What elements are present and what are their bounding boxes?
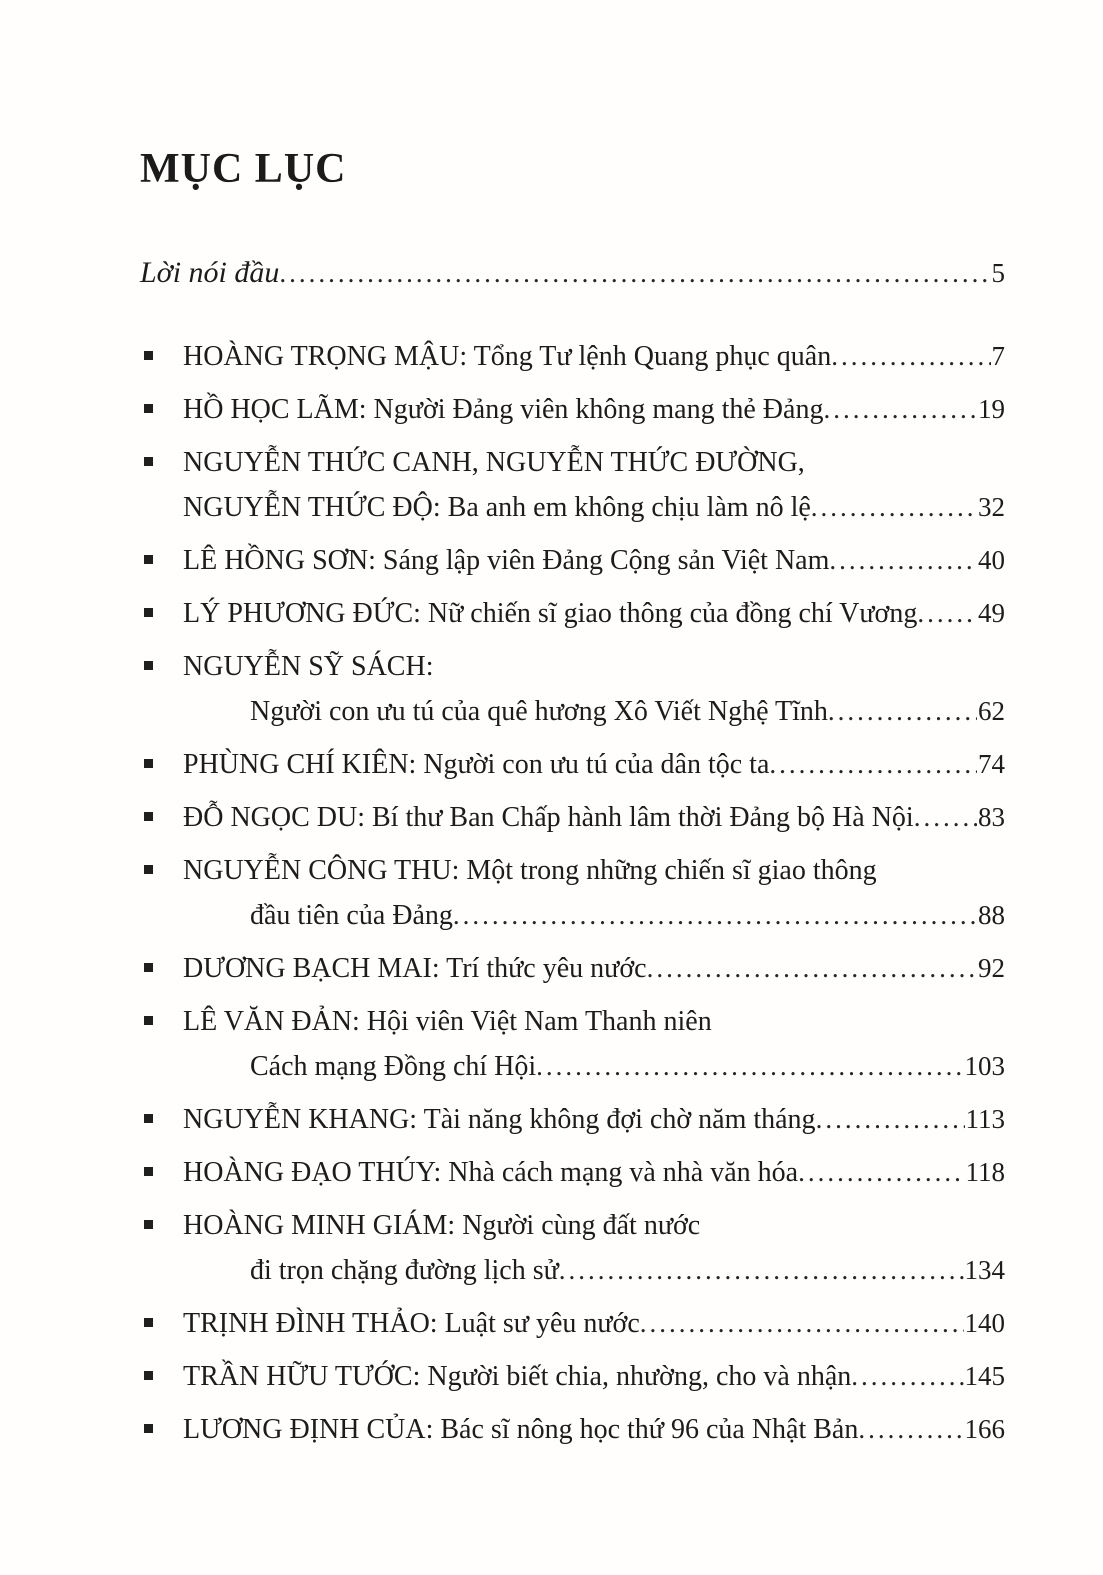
page-number: 166 — [964, 1414, 1005, 1444]
bullet-square-icon — [144, 1167, 153, 1176]
entry-text: HỒ HỌC LÃM: Người Đảng viên không mang thẻ Đảng — [183, 394, 824, 425]
bullet-square-icon — [144, 661, 153, 670]
page-number: 19 — [978, 394, 1005, 424]
toc-entry-line — [183, 1097, 1005, 1142]
preface-page-number: 5 — [991, 258, 1005, 288]
page-number: 134 — [964, 1255, 1005, 1285]
entry-text: DƯƠNG BẠCH MAI: Trí thức yêu nước — [183, 953, 647, 984]
dot-leader — [811, 485, 977, 530]
entry-text: HOÀNG ĐẠO THÚY: Nhà cách mạng và nhà văn hóa — [183, 1157, 799, 1188]
dot-leader — [279, 251, 990, 296]
bullet-square-icon — [144, 1371, 153, 1380]
entry-text: đầu tiên của Đảng — [250, 900, 453, 931]
toc-entry-line — [183, 795, 1005, 840]
entry-text: TRỊNH ĐÌNH THẢO: Luật sư yêu nước — [183, 1308, 640, 1339]
bullet-square-icon — [144, 759, 153, 768]
dot-leader — [769, 742, 977, 787]
toc-entry — [140, 1097, 1005, 1142]
toc-entry — [140, 387, 1005, 432]
dot-leader — [851, 1354, 963, 1399]
entry-text: ĐỖ NGỌC DU: Bí thư Ban Chấp hành lâm thời Đảng bộ Hà Nội — [183, 802, 914, 833]
entry-text: NGUYỄN THỨC CANH, NGUYỄN THỨC ĐƯỜNG, — [183, 447, 805, 478]
toc-entry-line — [183, 1150, 1005, 1195]
toc-entry — [140, 1203, 1005, 1293]
dot-leader — [914, 795, 977, 840]
entry-text: LÊ HỒNG SƠN: Sáng lập viên Đảng Cộng sản Việt Nam — [183, 545, 830, 576]
page-title: MỤC LỤC — [140, 146, 347, 192]
page-number: 83 — [978, 802, 1005, 832]
toc-entry — [140, 440, 1005, 530]
toc-entry-line — [183, 1407, 1005, 1452]
dot-leader — [831, 334, 990, 379]
bullet-square-icon — [144, 457, 153, 466]
preface-entry — [140, 250, 1005, 296]
toc-entry-line — [183, 999, 1005, 1044]
toc-entry-line — [183, 742, 1005, 787]
entry-text: LÊ VĂN ĐẢN: Hội viên Việt Nam Thanh niên — [183, 1006, 712, 1037]
page-number: 7 — [991, 341, 1005, 371]
dot-leader — [640, 1301, 964, 1346]
toc-entry-line — [183, 591, 1005, 636]
toc-entry-line — [183, 848, 1005, 893]
toc-entry — [140, 1150, 1005, 1195]
entry-text: PHÙNG CHÍ KIÊN: Người con ưu tú của dân tộc ta — [183, 749, 770, 780]
dot-leader — [816, 1097, 965, 1142]
dot-leader — [858, 1407, 963, 1452]
page-number: 40 — [978, 545, 1005, 575]
page-number: 49 — [978, 598, 1005, 628]
toc-entry — [140, 946, 1005, 991]
bullet-square-icon — [144, 1114, 153, 1123]
toc-entry-line — [183, 485, 1005, 530]
dot-leader — [647, 946, 977, 991]
toc-entry-line — [183, 1203, 1005, 1248]
toc-entry-line — [183, 538, 1005, 583]
bullet-square-icon — [144, 404, 153, 413]
toc-entry-line — [183, 946, 1005, 991]
toc-entry-line — [183, 334, 1005, 379]
toc-entry — [140, 848, 1005, 938]
bullet-square-icon — [144, 1016, 153, 1025]
page-number: 88 — [978, 900, 1005, 930]
preface-label: Lời nói đầu — [140, 256, 280, 289]
toc-entry-line — [183, 893, 1005, 938]
bullet-square-icon — [144, 1318, 153, 1327]
toc-entry-line — [183, 644, 1005, 689]
page-number: 92 — [978, 953, 1005, 983]
page-number: 113 — [965, 1104, 1005, 1134]
bullet-square-icon — [144, 1424, 153, 1433]
toc-entry-line — [183, 1044, 1005, 1089]
toc-entry — [140, 334, 1005, 379]
entry-text: HOÀNG MINH GIÁM: Người cùng đất nước — [183, 1210, 701, 1241]
toc-entry — [140, 644, 1005, 734]
dot-leader — [536, 1044, 963, 1089]
dot-leader — [829, 538, 977, 583]
toc-entry — [140, 538, 1005, 583]
dot-leader — [828, 689, 977, 734]
entry-text: Cách mạng Đồng chí Hội — [250, 1051, 537, 1082]
page-number: 74 — [978, 749, 1005, 779]
dot-leader — [453, 893, 977, 938]
dot-leader — [917, 591, 977, 636]
entry-text: LƯƠNG ĐỊNH CỦA: Bác sĩ nông học thứ 96 của Nhật Bản — [183, 1414, 859, 1445]
bullet-square-icon — [144, 865, 153, 874]
entry-text: NGUYỄN CÔNG THU: Một trong những chiến sĩ giao thông — [183, 855, 877, 886]
dot-leader — [559, 1248, 964, 1293]
entry-text: NGUYỄN KHANG: Tài năng không đợi chờ năm tháng — [183, 1104, 816, 1135]
page-number: 103 — [964, 1051, 1005, 1081]
bullet-square-icon — [144, 1220, 153, 1229]
page-number: 118 — [965, 1157, 1005, 1187]
toc-entry — [140, 999, 1005, 1089]
toc-entry-line — [183, 1354, 1005, 1399]
entry-text: Người con ưu tú của quê hương Xô Viết Nghệ Tĩnh — [250, 696, 828, 727]
entry-text: NGUYỄN THỨC ĐỘ: Ba anh em không chịu làm nô lệ — [183, 492, 811, 523]
dot-leader — [798, 1150, 964, 1195]
bullet-square-icon — [144, 351, 153, 360]
page-number: 140 — [964, 1308, 1005, 1338]
page-number: 62 — [978, 696, 1005, 726]
entry-text: đi trọn chặng đường lịch sử — [250, 1255, 559, 1286]
page-number: 145 — [964, 1361, 1005, 1391]
toc-entry-line — [183, 1301, 1005, 1346]
toc-entry-line — [183, 689, 1005, 734]
toc-entry — [140, 795, 1005, 840]
entry-text: NGUYỄN SỸ SÁCH: — [183, 651, 434, 682]
bullet-square-icon — [144, 555, 153, 564]
toc-entry — [140, 742, 1005, 787]
bullet-square-icon — [144, 963, 153, 972]
toc-entry-line — [183, 1248, 1005, 1293]
bullet-square-icon — [144, 608, 153, 617]
entry-text: HOÀNG TRỌNG MẬU: Tổng Tư lệnh Quang phục quân — [183, 341, 832, 372]
entry-text: TRẦN HỮU TƯỚC: Người biết chia, nhường, cho và nhận — [183, 1361, 852, 1392]
toc-entry — [140, 1301, 1005, 1346]
toc-entry — [140, 1407, 1005, 1452]
dot-leader — [823, 387, 977, 432]
toc-entry — [140, 591, 1005, 636]
toc-entry — [140, 1354, 1005, 1399]
page-number: 32 — [978, 492, 1005, 522]
toc-entry-line — [183, 387, 1005, 432]
toc-entry-line — [183, 440, 1005, 485]
entry-text: LÝ PHƯƠNG ĐỨC: Nữ chiến sĩ giao thông của đồng chí Vương — [183, 598, 918, 629]
bullet-square-icon — [144, 812, 153, 821]
toc-entries — [140, 334, 1005, 1452]
